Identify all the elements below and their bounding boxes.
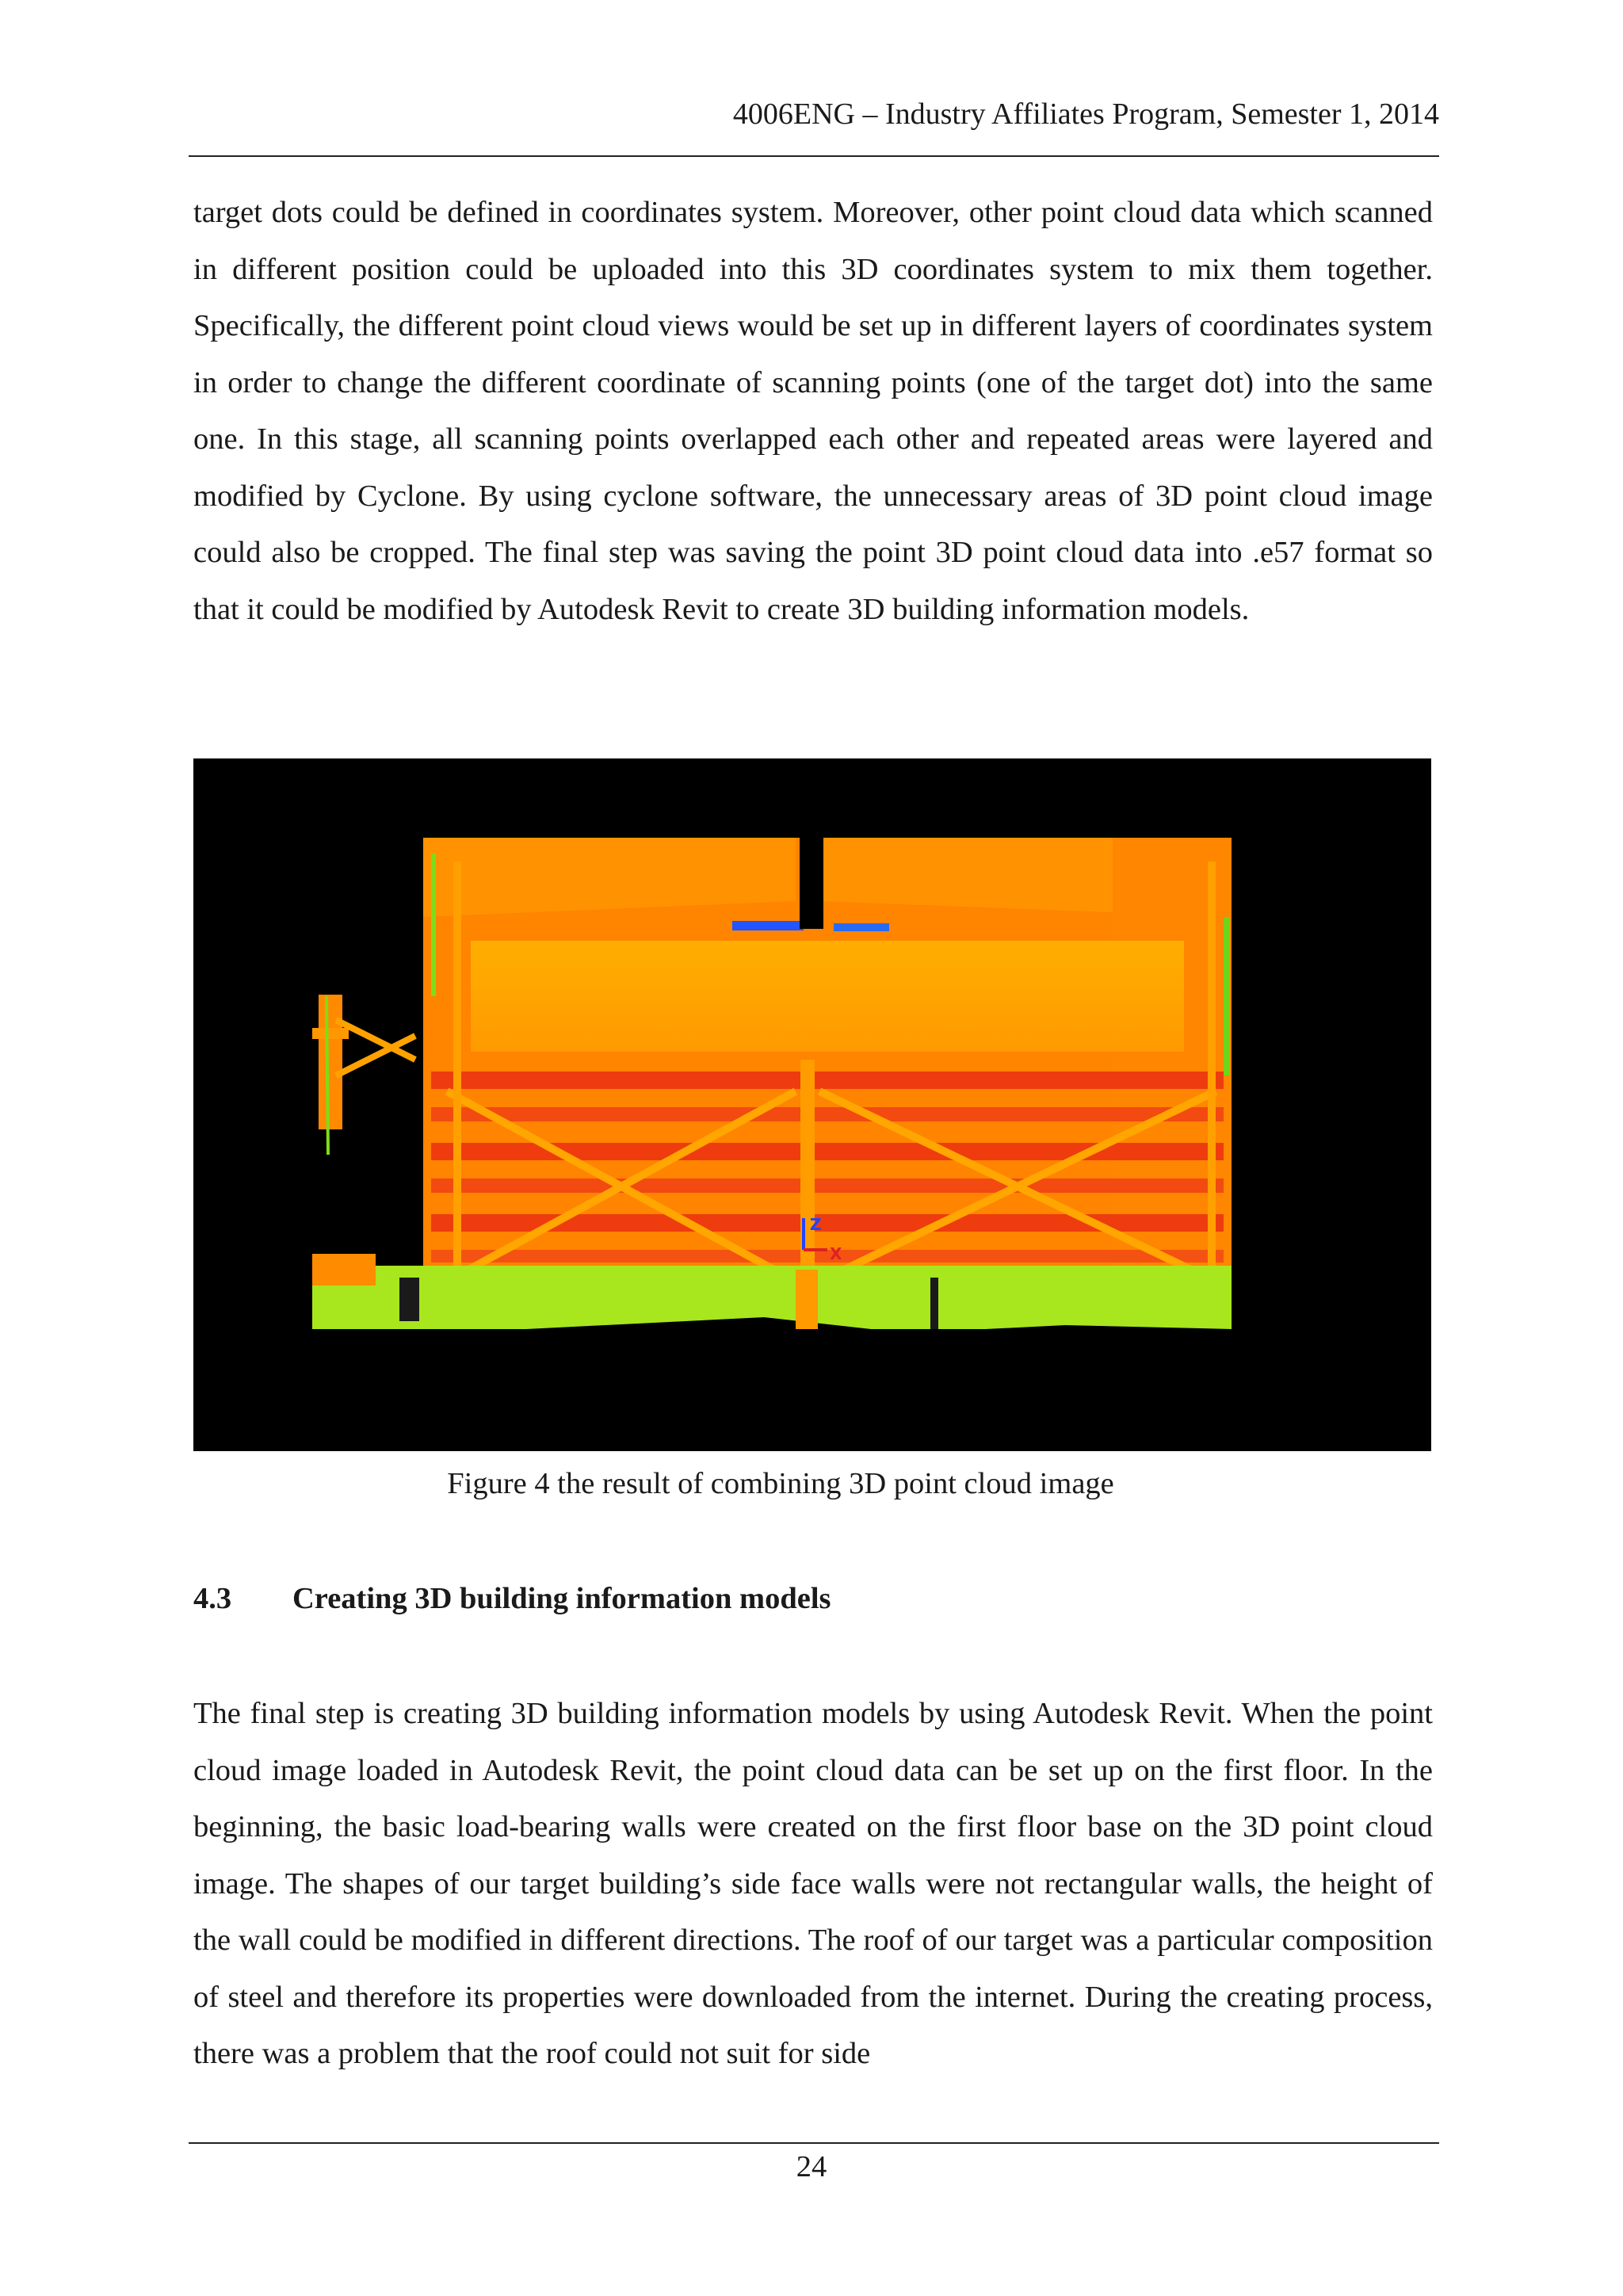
section-number: 4.3 — [193, 1582, 232, 1615]
point-cloud-figure — [193, 758, 1431, 1451]
axis-label-x: X — [830, 1244, 842, 1263]
upper-panel — [471, 941, 1184, 1052]
page-number: 24 — [796, 2150, 827, 2183]
axis-label-z: Z — [810, 1215, 822, 1234]
header-rule — [189, 155, 1439, 157]
section-title: Creating 3D building information models — [292, 1582, 831, 1615]
paragraph-section-body: The final step is creating 3D building information models by using Autodesk Revit. When the point cloud image loaded in Autodesk Revit, the point cloud data can be set up on the first floor. In the beginning, the basic load-bearing walls were created on the first floor base on the 3D point cloud image. The shapes of our target building’s side face walls were not rectangular walls, the height of the wall could be modified in different directions. The roof of our target was a particular composition of steel and therefore its properties were downloaded from the internet. During the creating process, there was a problem that the roof could not suit for side — [193, 1697, 1433, 2070]
footer-rule — [189, 2142, 1439, 2144]
figure-caption: Figure 4 the result of combining 3D point cloud image — [447, 1467, 1114, 1500]
running-header: 4006ENG – Industry Affiliates Program, Semester 1, 2014 — [732, 97, 1439, 131]
building-body — [423, 830, 1232, 1317]
paragraph-intro: target dots could be defined in coordinates system. Moreover, other point cloud data which scanned in different position could be uploaded into this 3D coordinates system to mix them together. Specifically, the different point cloud views would be set up in different layers of coordinates system in order to change the different coordinate of scanning points (one of the target dot) into the same one. In this stage, all scanning points overlapped each other and repeated areas were layered and modified by Cyclone. By using cyclone software, the unnecessary areas of 3D point cloud image could also be cropped. The final step was saving the point 3D point cloud data into .e57 format so that it could be modified by Autodesk Revit to create 3D building information models. — [193, 196, 1433, 626]
section-heading — [193, 1580, 831, 1618]
point-cloud-image — [193, 758, 1431, 1451]
